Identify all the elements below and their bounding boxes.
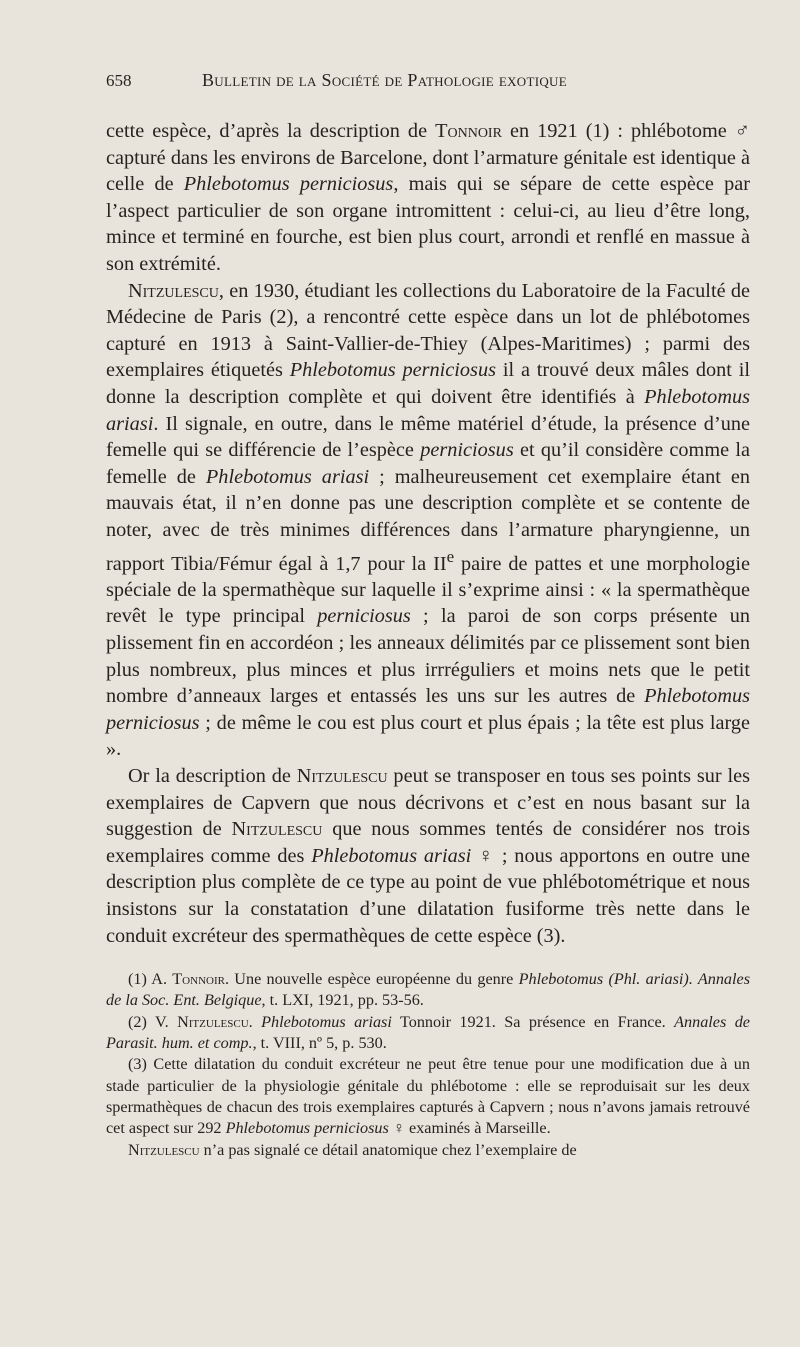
species-name: Phlebotomus perniciosus [183, 173, 394, 196]
paragraph-3: Or la description de Nitzulescu peut se transposer en tous ses points sur les exemplaires de Capvern que nous décrivons et c’est en nous basant sur la suggestion de Nitzulescu que nous sommes tentés de considérer nos trois exemplaires comme des Phlebotomus ariasi ♀ ; nous apportons en outre une description plus complète de ce type au point de vue phlébotométrique et nous insistons sur la constatation d’une dilatation fusiforme très nette dans le conduit excréteur des spermathèques de cette espèce (3). [106, 765, 751, 947]
footnote-2: (2) V. Nitzulescu. Phlebotomus ariasi Tonnoir 1921. Sa présence en France. Annales de Parasit. hum. et comp., t. VIII, nº 5, p. 530. [106, 1012, 750, 1053]
author-name: Nitzulescu [128, 279, 219, 302]
author-name: Tonnoir [435, 120, 502, 142]
running-title: Bulletin de la Société de Pathologie exotique [202, 70, 567, 90]
footnote-1: (1) A. Tonnoir. Une nouvelle espèce européenne du genre Phlebotomus (Phl. ariasi). Annales de la Soc. Ent. Belgique, t. LXI, 1921, pp. 53-56. [106, 970, 751, 1010]
paragraph-2: Nitzulescu, en 1930, étudiant les collections du Laboratoire de la Faculté de Médecine de Paris (2), a rencontré cette espèce dans un lot de phlébotomes capturé en 1913 à Saint-Vallier-de-Thiey (Alpes-Maritimes) ; parmi des exemplaires étiquetés Phlebotomus perniciosus il a trouvé deux mâles dont il donne la description complète et qui doivent être identifiés à Phlebotomus ariasi. Il signale, en outre, dans le même matériel d’étude, la présence d’une femelle qui se différencie de l’espèce perniciosus et qu’il considère comme la femelle de Phlebotomus ariasi ; malheureusement cet exemplaire étant en mauvais état, il n’en donne pas une description complète et se contente de noter, avec de très minimes différences dans l’armature pharyngienne, un rapport Tibia/Fémur égal à 1,7 pour la IIe paire de pattes et une morphologie spéciale de la spermathèque sur laquelle il s’exprime ainsi : « la spermathèque revêt le type principal perniciosus ; la paroi de son corps présente un plissement fin en accordéon ; les anneaux délimités par ce plissement sont bien plus nombreux, plus minces et plus irrréguliers et moins nets que le petit nombre d’anneaux larges et entassés les uns sur les autres de Phlebotomus perniciosus ; de même le cou est plus court et plus épais ; la tête est plus large ». [106, 279, 751, 761]
footnote-4: Nitzulescu n’a pas signalé ce détail anatomique chez l’exemplaire de [128, 1140, 577, 1159]
body-text [106, 118, 750, 949]
page-header [106, 70, 750, 100]
paragraph-1: cette espèce, d’après la description de Tonnoir en 1921 (1) : phlébotome ♂ capturé dans les environs de Barcelone, dont l’armature génitale est identique à celle de Phlebotomus perniciosus, mais qui se sépare de cette espèce par l’aspect particulier de son organe intromittent : celui-ci, au lieu d’être long, mince et terminé en fourche, est bien plus court, arrondi et renflé en massue à son extrémité. [106, 120, 751, 275]
page-number: 658 [106, 71, 132, 90]
footnote-3: (3) Cette dilatation du conduit excréteur ne peut être tenue pour une modification due à un stade particulier de la physiologie génitale du phlébotome : elle se reproduisait sur les deux spermathèques de chacun des trois exemplaires capturés à Capvern ; nous n’avons jamais retrouvé cet aspect sur 292 Phlebotomus perniciosus ♀ examinés à Marseille. [106, 1055, 750, 1138]
footnotes [106, 969, 750, 1161]
